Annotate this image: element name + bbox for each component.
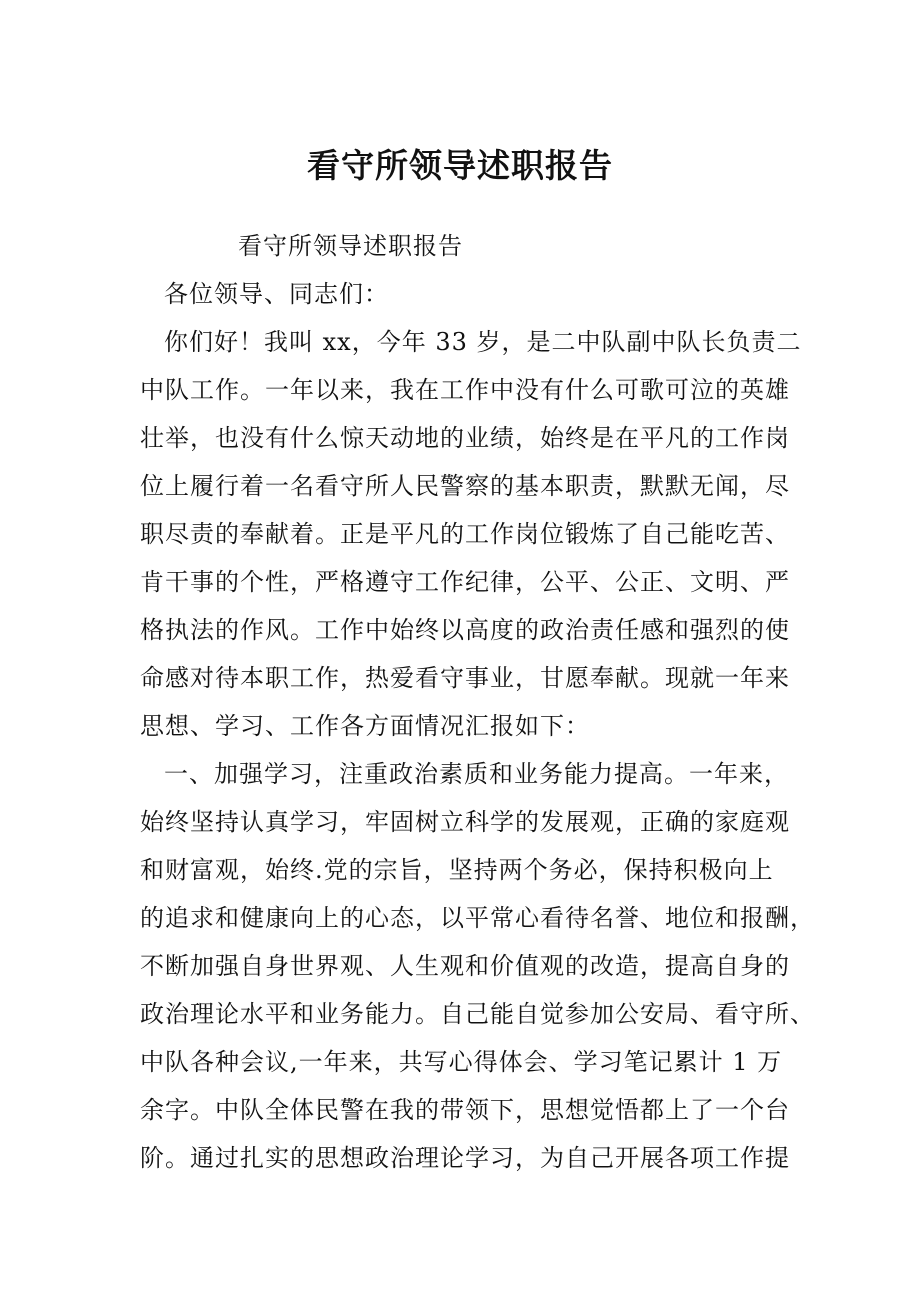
document-title: 看守所领导述职报告 xyxy=(307,146,613,185)
paragraph-line: 中队各种会议,一年来，共写心得体会、学习笔记累计 1 万 xyxy=(140,1048,783,1076)
paragraph-line: 壮举，也没有什么惊天动地的业绩，始终是在平凡的工作岗 xyxy=(140,424,790,452)
paragraph-line: 命感对待本职工作，热爱看守事业，甘愿奉献。现就一年来 xyxy=(140,664,790,692)
paragraph-line: 余字。中队全体民警在我的带领下，思想觉悟都上了一个台 xyxy=(140,1096,790,1124)
paragraph-line: 和财富观，始终.党的宗旨，坚持两个务必，保持积极向上 xyxy=(140,856,774,884)
paragraph-line: 中队工作。一年以来，我在工作中没有什么可歌可泣的英雄 xyxy=(140,376,790,404)
paragraph-line: 格执法的作风。工作中始终以高度的政治责任感和强烈的使 xyxy=(140,616,790,644)
paragraph-line: 位上履行着一名看守所人民警察的基本职责，默默无闻，尽 xyxy=(140,472,790,500)
paragraph-line: 阶。通过扎实的思想政治理论学习，为自己开展各项工作提 xyxy=(140,1144,790,1172)
paragraph-line: 你们好！我叫 xx，今年 33 岁，是二中队副中队长负责二 xyxy=(164,328,802,356)
paragraph-line: 不断加强自身世界观、人生观和价值观的改造，提高自身的 xyxy=(140,952,790,980)
paragraph-line: 肯干事的个性，严格遵守工作纪律，公平、公正、文明、严 xyxy=(140,568,790,596)
document-body xyxy=(140,222,815,1182)
paragraph-line: 职尽责的奉献着。正是平凡的工作岗位锻炼了自己能吃苦、 xyxy=(140,520,790,548)
paragraph-line: 一、加强学习，注重政治素质和业务能力提高。一年来， xyxy=(164,760,789,788)
salutation: 各位领导、同志们： xyxy=(164,280,389,308)
paragraph-line: 政治理论水平和业务能力。自己能自觉参加公安局、看守所、 xyxy=(140,1000,815,1028)
paragraph-line: 的追求和健康向上的心态，以平常心看待名誉、地位和报酬， xyxy=(140,904,815,932)
paragraph-line: 思想、学习、工作各方面情况汇报如下： xyxy=(140,712,590,740)
document-subtitle: 看守所领导述职报告 xyxy=(238,232,463,260)
paragraph-line: 始终坚持认真学习，牢固树立科学的发展观，正确的家庭观 xyxy=(140,808,790,836)
